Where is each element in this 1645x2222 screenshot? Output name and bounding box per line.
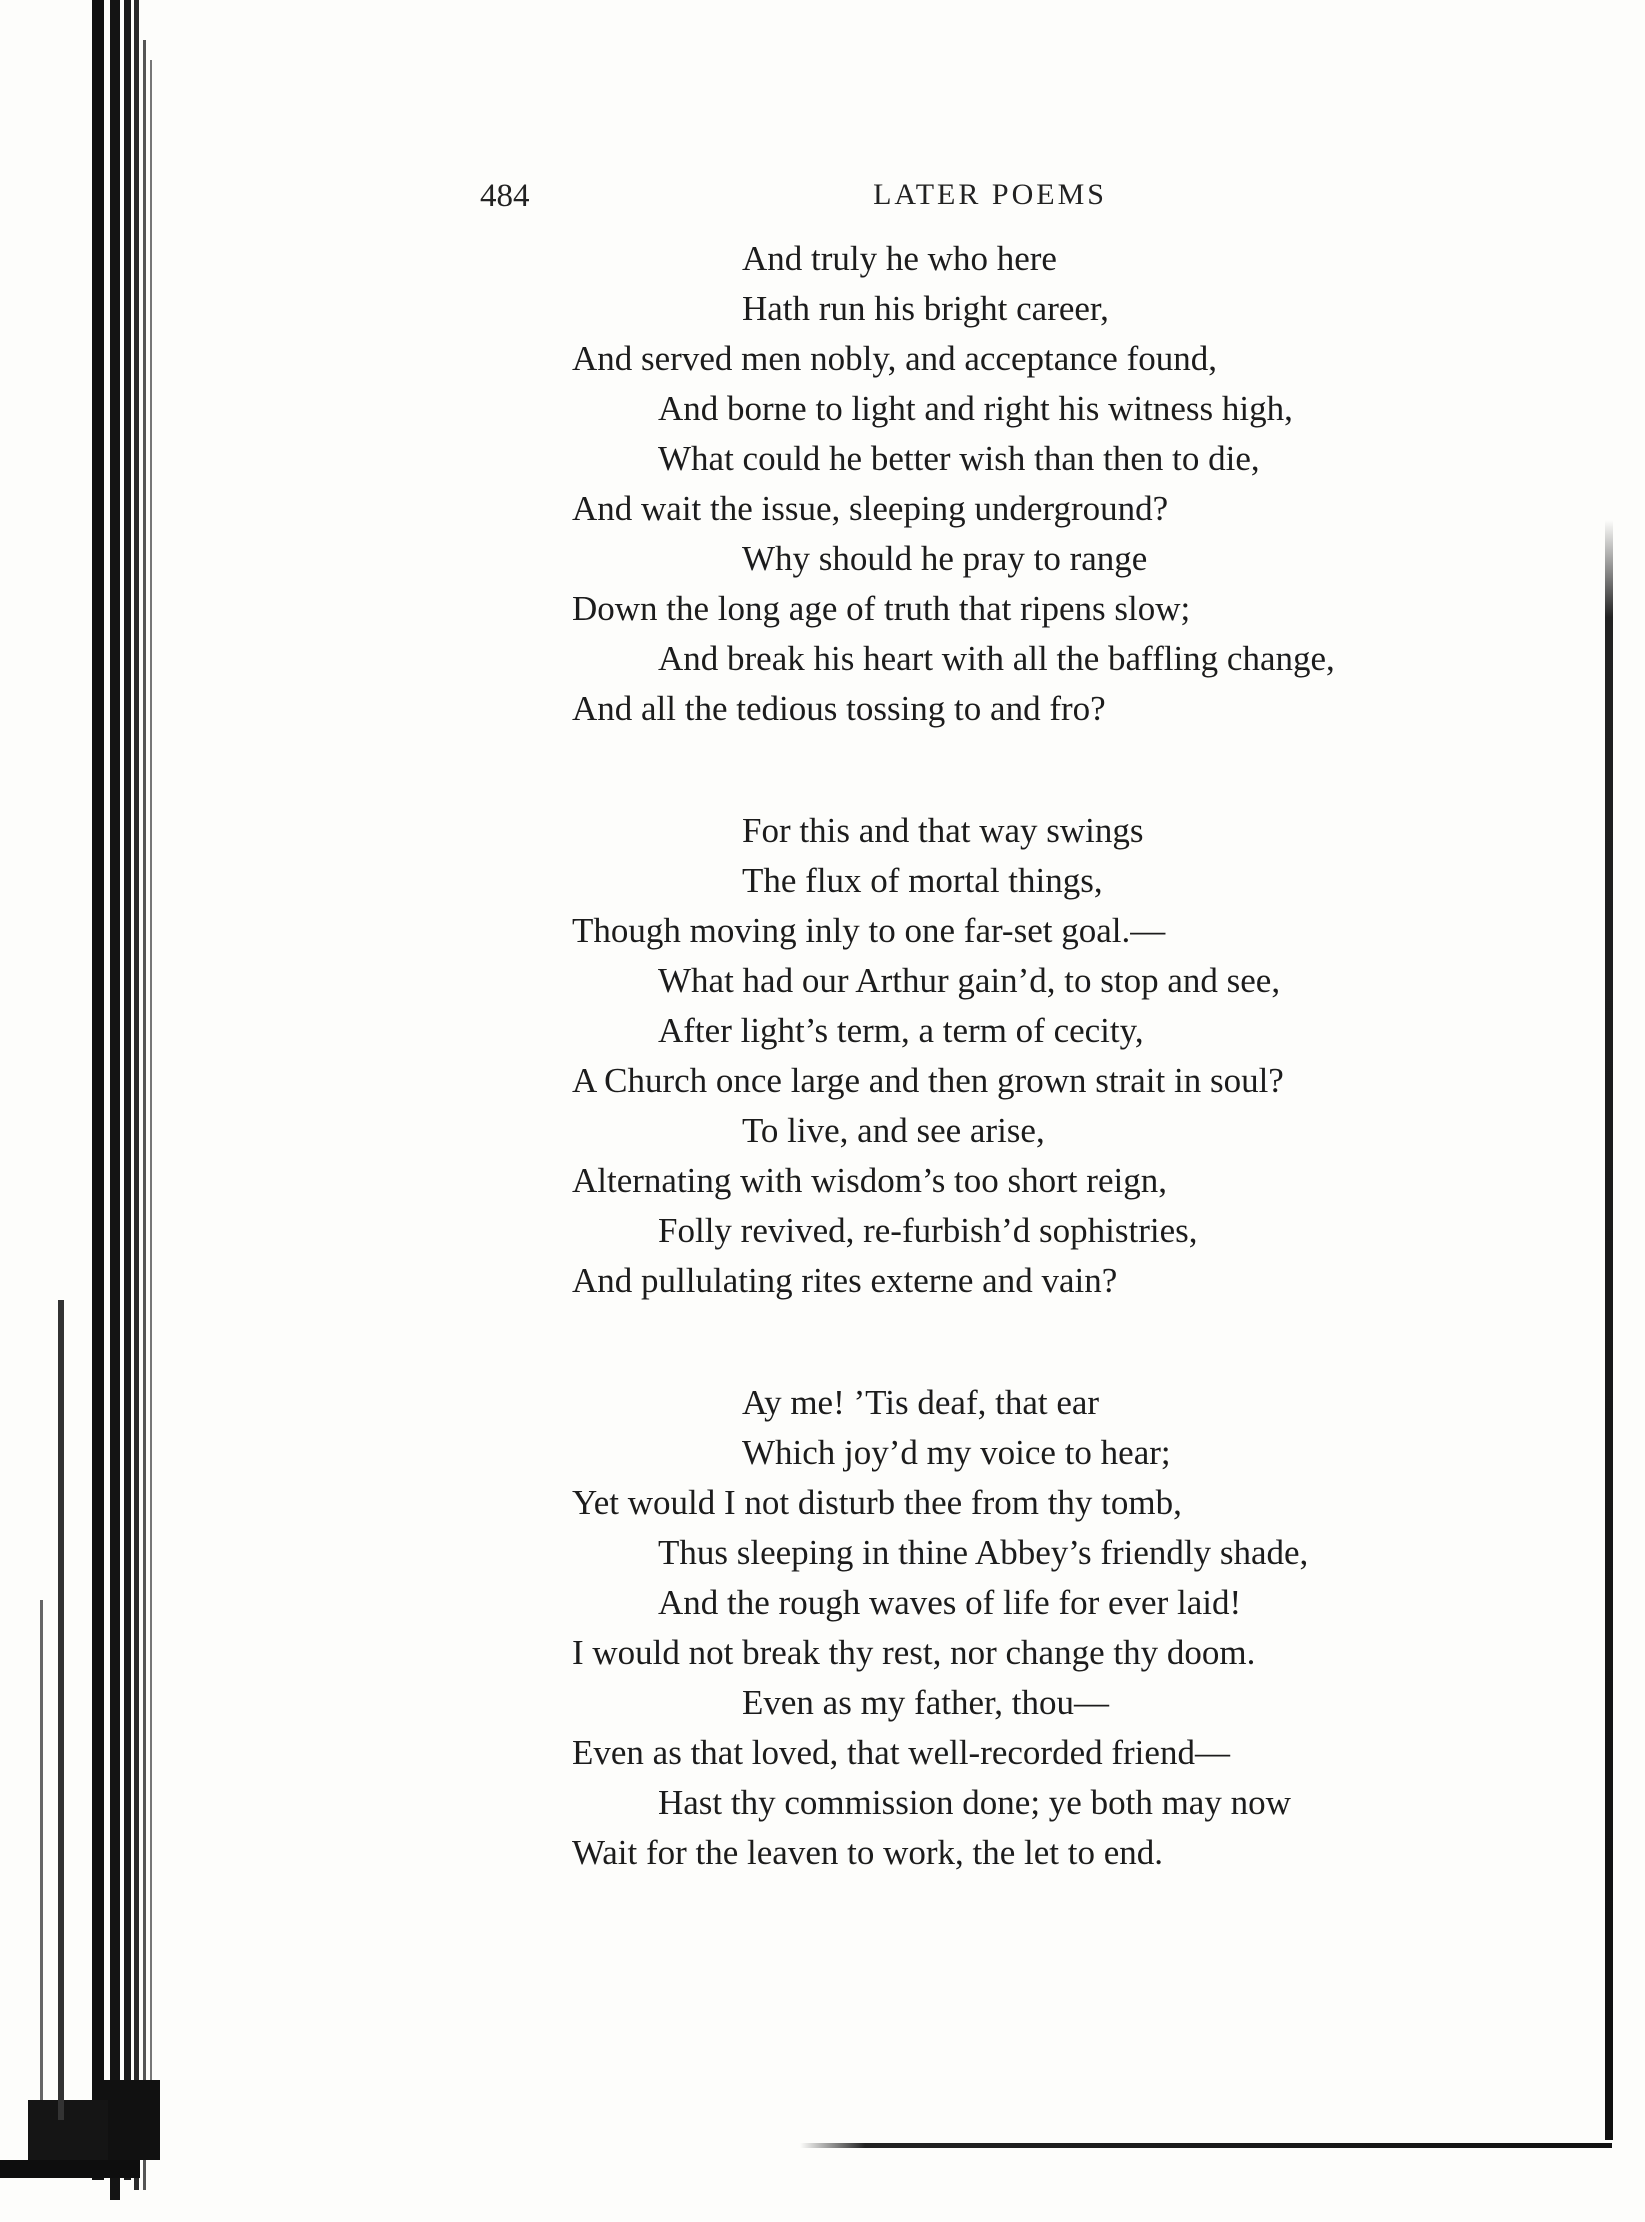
stanza-break	[572, 734, 1335, 806]
poem-line: And all the tedious tossing to and fro?	[572, 689, 1106, 728]
poem-line: For this and that way swings	[742, 811, 1144, 850]
poem-line: Which joy’d my voice to hear;	[742, 1433, 1171, 1472]
poem-line: Wait for the leaven to work, the let to end.	[572, 1833, 1164, 1872]
book-binding-edge	[0, 0, 170, 2222]
poem-line: Thus sleeping in thine Abbey’s friendly shade,	[658, 1533, 1309, 1572]
page-number: 484	[480, 178, 530, 214]
page-edge-right	[1605, 520, 1613, 2140]
poem-line: Even as that loved, that well-recorded friend—	[572, 1733, 1230, 1772]
poem-line: And borne to light and right his witness high,	[658, 389, 1293, 428]
poem-line: After light’s term, a term of cecity,	[658, 1011, 1144, 1050]
stanza	[572, 1378, 1335, 1878]
poem-line: And the rough waves of life for ever laid!	[658, 1583, 1242, 1622]
poem-line: The flux of mortal things,	[742, 861, 1103, 900]
poem-line: I would not break thy rest, nor change thy doom.	[572, 1633, 1256, 1672]
poem-line: And break his heart with all the baffling change,	[658, 639, 1335, 678]
poem-line: A Church once large and then grown strait in soul?	[572, 1061, 1284, 1100]
poem-line: Hath run his bright career,	[742, 289, 1109, 328]
poem-body	[572, 234, 1335, 1878]
poem-line: To live, and see arise,	[742, 1111, 1045, 1150]
stanza	[572, 806, 1335, 1306]
poem-line: What had our Arthur gain’d, to stop and see,	[658, 961, 1281, 1000]
running-head: LATER POEMS	[873, 178, 1107, 211]
poem-line: Hast thy commission done; ye both may now	[658, 1783, 1291, 1822]
stanza-break	[572, 1306, 1335, 1378]
poem-line: Yet would I not disturb thee from thy tomb,	[572, 1483, 1182, 1522]
poem-line: And wait the issue, sleeping underground?	[572, 489, 1169, 528]
poem-line: Even as my father, thou—	[742, 1683, 1109, 1722]
poem-line: Alternating with wisdom’s too short reign,	[572, 1161, 1167, 1200]
stanza	[572, 234, 1335, 734]
poem-line: Folly revived, re-furbish’d sophistries,	[658, 1211, 1198, 1250]
poem-line: And pullulating rites externe and vain?	[572, 1261, 1118, 1300]
poem-line: Why should he pray to range	[742, 539, 1148, 578]
page-header	[480, 178, 1500, 228]
poem-line: And served men nobly, and acceptance found,	[572, 339, 1217, 378]
poem-line: Though moving inly to one far-set goal.—	[572, 911, 1166, 950]
page-edge-bottom	[800, 2143, 1612, 2148]
poem-line: Ay me! ’Tis deaf, that ear	[742, 1383, 1100, 1422]
poem-line: What could he better wish than then to die,	[658, 439, 1260, 478]
poem-line: Down the long age of truth that ripens slow;	[572, 589, 1191, 628]
poem-line: And truly he who here	[742, 239, 1057, 278]
